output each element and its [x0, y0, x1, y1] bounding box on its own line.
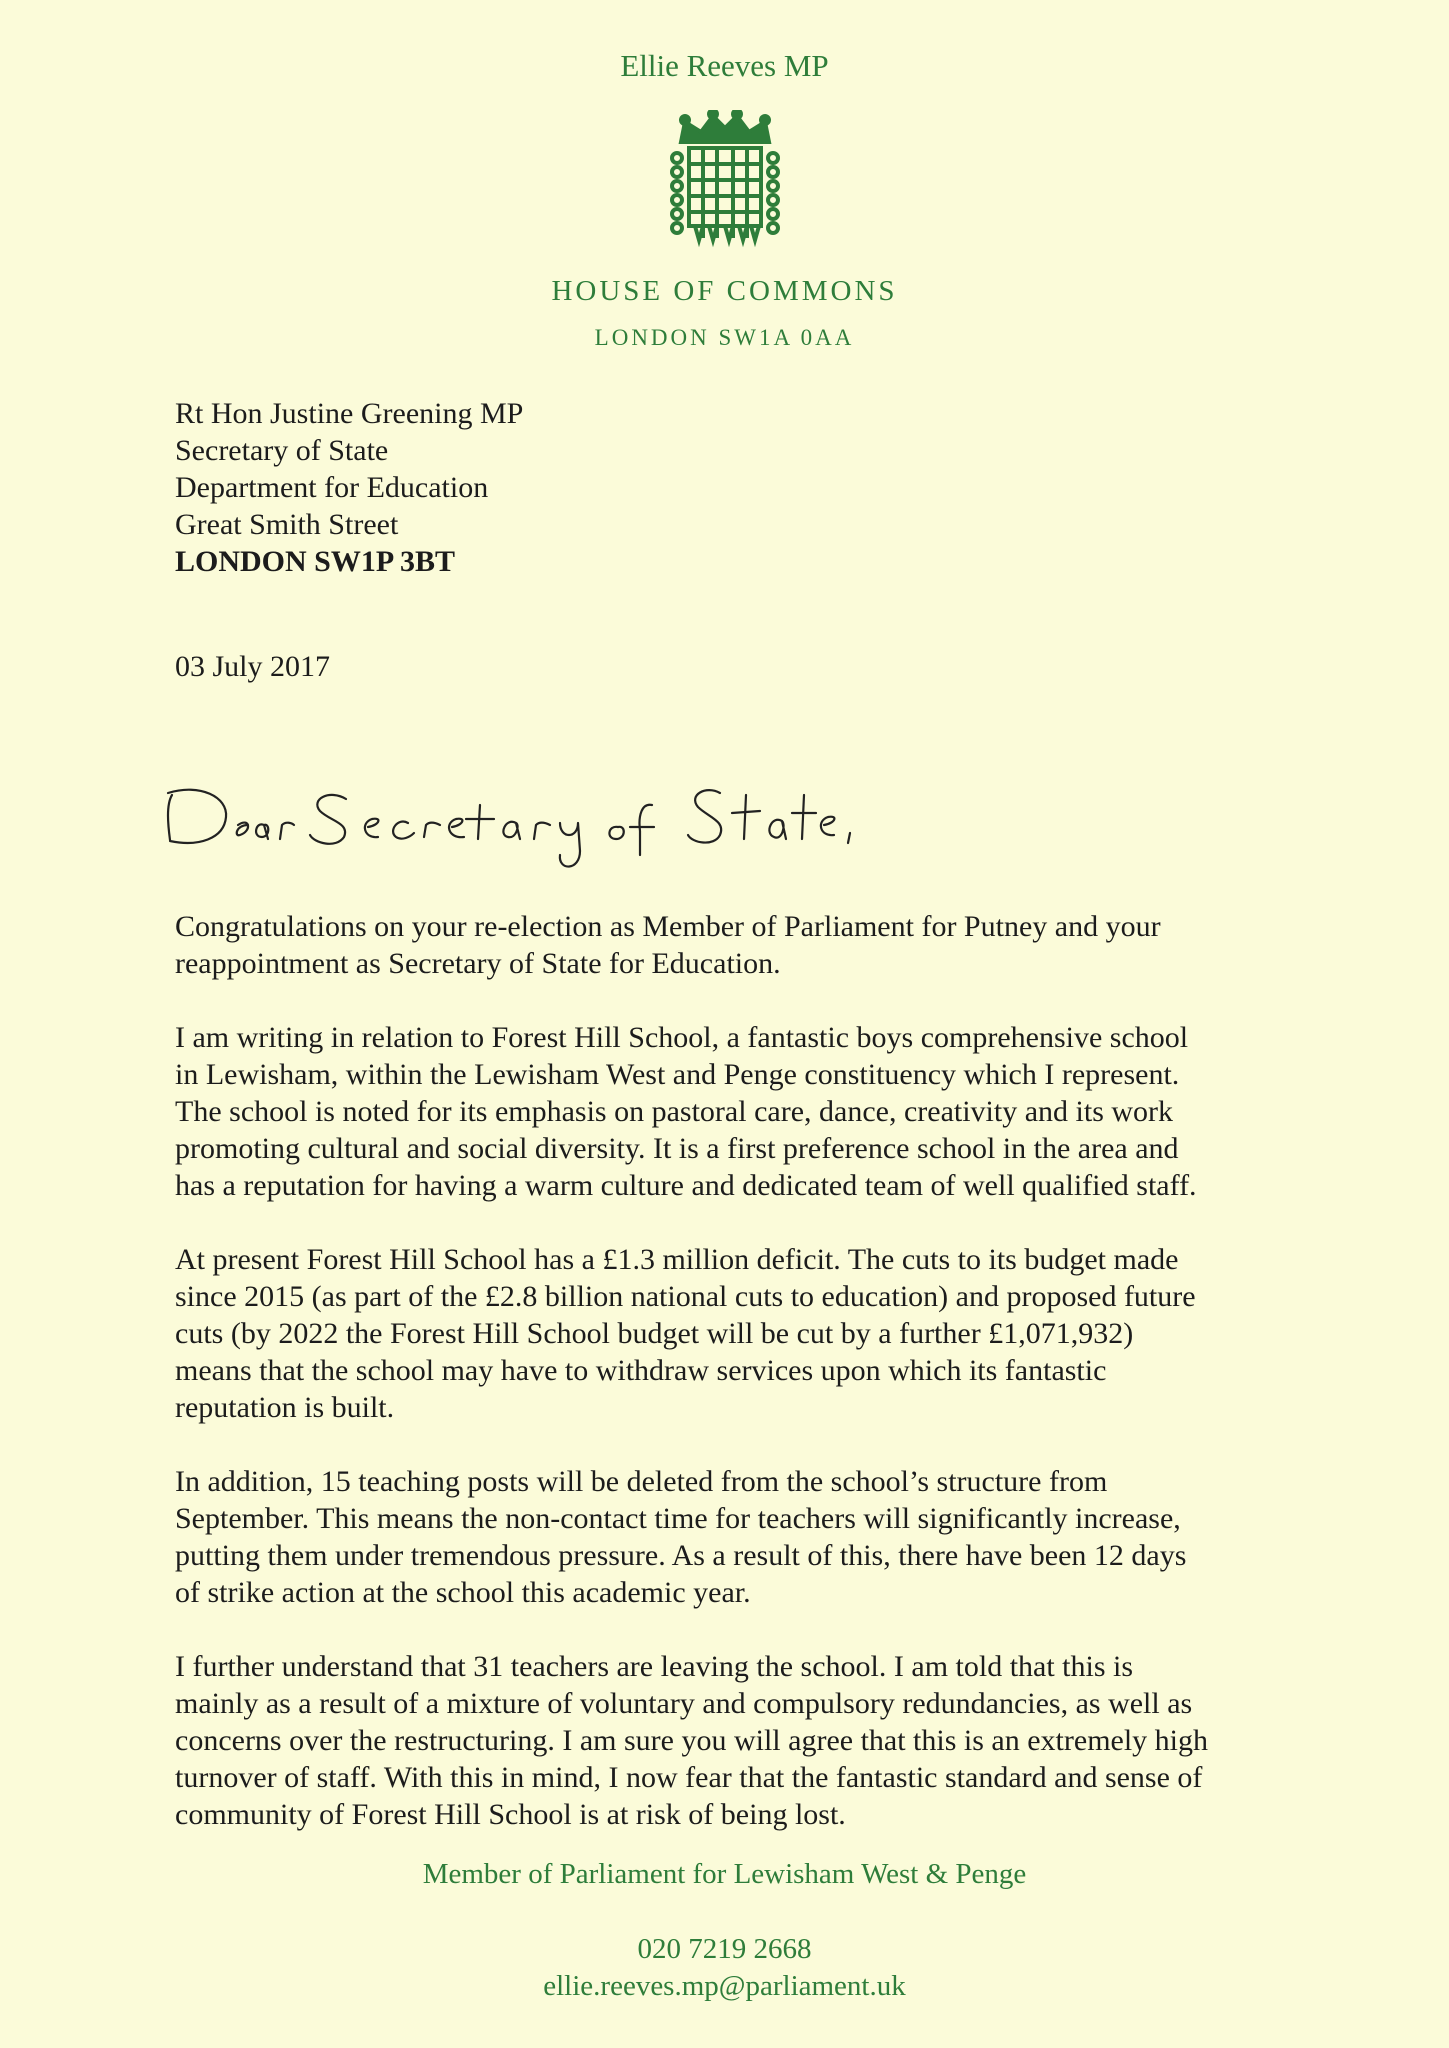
- house-address: LONDON SW1A 0AA: [594, 325, 855, 350]
- body-paragraph: [175, 1463, 1285, 1611]
- body-line: putting them under tremendous pressure. As a result of this, there have been 12 days: [175, 1539, 1187, 1572]
- recipient-line: Rt Hon Justine Greening MP: [175, 397, 524, 430]
- letter-body: [175, 908, 1285, 1870]
- body-paragraph: [175, 1241, 1285, 1426]
- body-line: reappointment as Secretary of State for Education.: [175, 947, 781, 980]
- body-line: turnover of staff. With this in mind, I now fear that the fantastic standard and sense of: [175, 1761, 1203, 1794]
- body-line: I further understand that 31 teachers are leaving the school. I am told that this is: [175, 1650, 1134, 1683]
- body-line: means that the school may have to withdraw services upon which its fantastic: [175, 1354, 1107, 1387]
- body-line: mainly as a result of a mixture of voluntary and compulsory redundancies, as well as: [175, 1687, 1193, 1720]
- footer-mp-role: Member of Parliament for Lewisham West & Penge: [422, 1858, 1027, 1890]
- body-line: community of Forest Hill School is at risk of being lost.: [175, 1798, 846, 1831]
- body-line: The school is noted for its emphasis on pastoral care, dance, creativity and its work: [175, 1095, 1174, 1128]
- body-line: I am writing in relation to Forest Hill School, a fantastic boys comprehensive school: [175, 1021, 1189, 1054]
- body-line: reputation is built.: [175, 1391, 395, 1424]
- body-line: concerns over the restructuring. I am sure you will agree that this is an extremely high: [175, 1724, 1209, 1757]
- body-paragraph: [175, 1648, 1285, 1833]
- footer-phone: 020 7219 2668: [637, 1933, 812, 1965]
- mp-name: Ellie Reeves MP: [620, 48, 829, 83]
- body-line: At present Forest Hill School has a £1.3 million deficit. The cuts to its budget made: [175, 1243, 1179, 1276]
- body-line: in Lewisham, within the Lewisham West and Penge constituency which I represent.: [175, 1058, 1180, 1091]
- body-line: has a reputation for having a warm culture and dedicated team of well qualified staff.: [175, 1169, 1197, 1202]
- recipient-line: Great Smith Street: [175, 508, 399, 541]
- body-line: Congratulations on your re-election as Member of Parliament for Putney and your: [175, 910, 1161, 943]
- letter-date: 03 July 2017: [175, 650, 331, 683]
- body-line: In addition, 15 teaching posts will be deleted from the school’s structure from: [175, 1465, 1108, 1498]
- body-line: September. This means the non-contact time for teachers will significantly increase,: [175, 1502, 1181, 1535]
- body-line: since 2015 (as part of the £2.8 billion national cuts to education) and proposed future: [175, 1280, 1196, 1313]
- body-line: promoting cultural and social diversity. It is a first preference school in the area and: [175, 1132, 1179, 1165]
- recipient-city-postcode: LONDON SW1P 3BT: [175, 545, 456, 578]
- body-line: of strike action at the school this academic year.: [175, 1576, 751, 1609]
- footer-email: ellie.reeves.mp@parliament.uk: [543, 1970, 906, 2002]
- recipient-line: Secretary of State: [175, 434, 389, 467]
- portcullis-crest-icon: [665, 110, 785, 250]
- handwritten-salutation: [160, 755, 920, 885]
- body-line: cuts (by 2022 the Forest Hill School budget will be cut by a further £1,071,932): [175, 1317, 1134, 1350]
- body-paragraph: [175, 908, 1285, 982]
- recipient-address: [175, 395, 523, 580]
- body-paragraph: [175, 1019, 1285, 1204]
- house-of-commons-heading: HOUSE OF COMMONS: [551, 275, 898, 307]
- recipient-line: Department for Education: [175, 471, 489, 504]
